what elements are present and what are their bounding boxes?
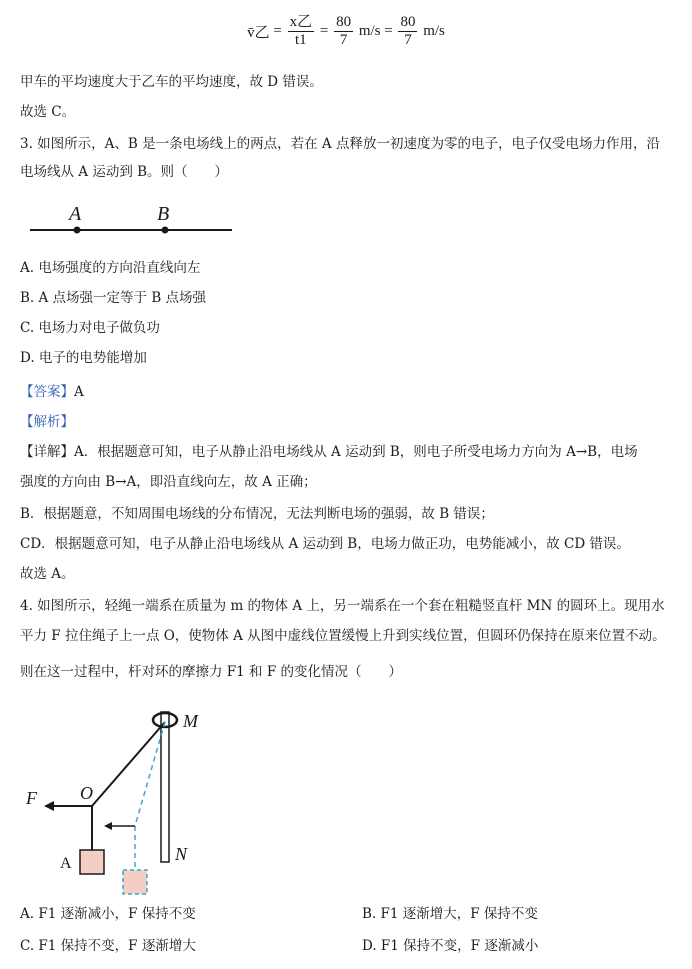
q4-option-d: D. F1 保持不变，F 逐渐减小 xyxy=(362,938,539,954)
fraction-80-over-7 xyxy=(334,14,353,49)
point-a-dot xyxy=(74,227,81,234)
fraction-x-over-t xyxy=(288,14,315,49)
q3-option-d: D. 电子的电势能增加 xyxy=(20,350,147,366)
fraction-denominator: 7 xyxy=(339,32,348,48)
fraction-numerator: x乙 xyxy=(289,14,313,30)
label-a: A xyxy=(60,855,72,872)
q3-answer-row xyxy=(20,382,672,402)
q3-stem-line2: 电场线从 A 运动到 B。则（ ） xyxy=(20,164,229,180)
velocity-formula xyxy=(0,14,692,49)
q4-rod-ring-figure xyxy=(0,700,260,900)
label-f: F xyxy=(26,788,37,808)
block-a xyxy=(80,850,104,874)
prev-choice-text: 故选 C。 xyxy=(20,104,76,120)
fraction-denominator: t1 xyxy=(295,32,307,48)
point-b-dot xyxy=(162,227,169,234)
force-dashed-arrowhead xyxy=(104,822,112,830)
point-a-label: A xyxy=(69,203,82,225)
q4-stem-line3: 则在这一过程中，杆对环的摩擦力 F1 和 F 的变化情况（ ） xyxy=(20,664,402,680)
label-o: O xyxy=(80,783,93,803)
formula-unit: m/s xyxy=(358,23,381,39)
point-b-label: B xyxy=(157,203,170,225)
detail-tag: 【详解】 xyxy=(20,444,74,460)
q4-option-b: B. F1 逐渐增大，F 保持不变 xyxy=(362,906,538,922)
formula-unit: m/s xyxy=(423,23,445,39)
q4-option-a: A. F1 逐渐减小，F 保持不变 xyxy=(20,906,196,922)
q3-option-c: C. 电场力对电子做负功 xyxy=(20,320,160,336)
prev-conclusion-text: 甲车的平均速度大于乙车的平均速度，故 D 错误。 xyxy=(20,74,323,90)
q3-option-b: B. A 点场强一定等于 B 点场强 xyxy=(20,290,207,306)
q3-detail-line1 xyxy=(20,442,672,462)
q4-option-row-1 xyxy=(20,904,672,924)
answer-tag: 【答案】 xyxy=(20,384,74,400)
formula-lhs: v̄乙 xyxy=(247,25,270,41)
force-f-arrowhead xyxy=(44,801,54,811)
detail-text: A．根据题意可知，电子从静止沿电场线从 A 运动到 B，则电子所受电场力方向为 A→B，电场 xyxy=(74,444,638,460)
fraction-numerator: 80 xyxy=(336,14,352,30)
q4-stem-line1: 4. 如图所示，轻绳一端系在质量为 m 的物体 A 上，另一端系在一个套在粗糙竖直杆 MN 的圆环上。现用水 xyxy=(20,598,665,614)
q3-field-line-figure xyxy=(0,196,260,246)
q3-detail-line4: CD．根据题意可知，电子从静止沿电场线从 A 运动到 B，电场力做正功，电势能减小，故 CD 错误。 xyxy=(20,536,630,552)
formula-eq: = xyxy=(319,23,329,39)
formula-eq: = xyxy=(384,23,393,39)
q4-option-c: C. F1 保持不变，F 逐渐增大 xyxy=(20,938,196,954)
q4-stem-line2: 平力 F 拉住绳子上一点 O，使物体 A 从图中虚线位置缓慢上升到实线位置，但圆环仍保持在原来位置不动。 xyxy=(20,628,666,644)
q3-stem-line1: 3. 如图所示，A、B 是一条电场线上的两点，若在 A 点释放一初速度为零的电子，电子仅受电场力作用，沿 xyxy=(20,136,660,152)
block-a-dashed xyxy=(123,870,147,894)
q4-option-row-2 xyxy=(20,936,672,956)
q3-conclusion: 故选 A。 xyxy=(20,566,75,582)
rope-upper-solid xyxy=(92,722,165,806)
label-n: N xyxy=(175,844,188,864)
fraction-80-over-7 xyxy=(398,14,417,49)
formula-eq: = xyxy=(273,23,282,39)
q3-detail-line2: 强度的方向由 B→A，即沿直线向左，故 A 正确； xyxy=(20,474,317,490)
label-m: M xyxy=(183,711,198,731)
fraction-denominator: 7 xyxy=(404,32,412,48)
analysis-tag: 【解析】 xyxy=(20,414,74,430)
q3-detail-line3: B．根据题意，不知周围电场线的分布情况，无法判断电场的强弱，故 B 错误； xyxy=(20,506,494,522)
q3-option-a: A. 电场强度的方向沿直线向左 xyxy=(20,260,201,276)
fraction-numerator: 80 xyxy=(400,14,416,30)
answer-value: A xyxy=(74,384,84,400)
rod-mn xyxy=(161,712,169,862)
